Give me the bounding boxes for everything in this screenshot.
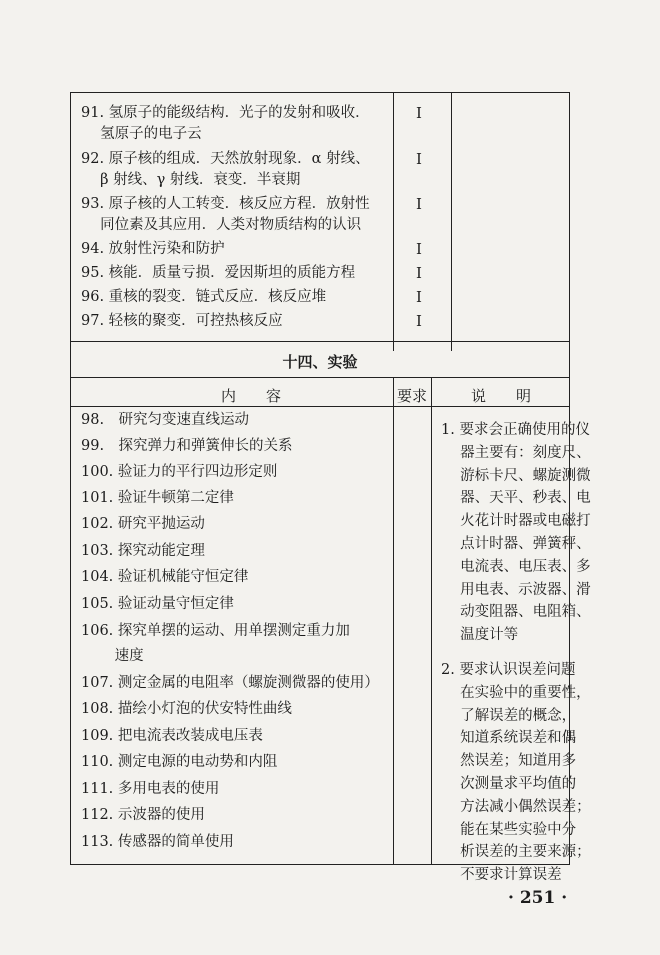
divider [393, 93, 394, 351]
table-row-text: β 射线、γ 射线．衰变．半衰期 [81, 172, 301, 188]
note-line: 能在某些实验中分 [441, 821, 577, 838]
page-number: · 251 · [508, 888, 568, 908]
list-item: 110. 测定电源的电动势和内阻 [81, 754, 278, 770]
divider [71, 341, 569, 342]
requirement-level: Ⅰ [416, 240, 422, 258]
note-line: 次测量求平均值的 [441, 776, 577, 792]
note-line: 火花计时器或电磁打 [441, 513, 591, 530]
requirement-level: Ⅰ [416, 288, 422, 306]
divider [451, 93, 452, 351]
list-item: 108. 描绘小灯泡的伏安特性曲线 [81, 701, 292, 717]
note-line: 用电表、示波器、滑 [441, 581, 591, 598]
list-item: 速度 [81, 648, 144, 664]
note-line: 了解误差的概念， [441, 707, 577, 724]
list-item: 111. 多用电表的使用 [81, 781, 220, 797]
list-item: 112. 示波器的使用 [81, 807, 205, 823]
divider [71, 377, 569, 378]
note-line: 在实验中的重要性， [441, 684, 591, 701]
table-row-text: 97. 轻核的聚变．可控热核反应 [81, 313, 283, 329]
list-item: 101. 验证牛顿第二定律 [81, 490, 234, 506]
requirement-level: Ⅰ [416, 312, 422, 330]
table-row-text: 92. 原子核的组成．天然放射现象．α 射线、 [81, 151, 370, 167]
requirement-level: Ⅰ [416, 104, 422, 122]
list-item: 109. 把电流表改装成电压表 [81, 728, 263, 744]
note-line: 知道系统误差和偶 [441, 730, 577, 747]
note-line: 析误差的主要来源； [441, 844, 591, 861]
table-row-text: 94. 放射性污染和防护 [81, 241, 225, 257]
list-item: 105. 验证动量守恒定律 [81, 596, 234, 612]
list-item: 103. 探究动能定理 [81, 543, 205, 559]
header-content: 内 容 [221, 387, 282, 405]
table-row-text: 95. 核能．质量亏损．爱因斯坦的质能方程 [81, 265, 356, 281]
table-row-text: 同位素及其应用．人类对物质结构的认识 [81, 217, 362, 233]
requirement-level: Ⅰ [416, 264, 422, 282]
list-item: 100. 验证力的平行四边形定则 [81, 464, 278, 480]
table-row-text: 91. 氢原子的能级结构．光子的发射和吸收． [81, 105, 370, 121]
note-line: 不要求计算误差 [441, 867, 562, 884]
note-line: 点计时器、弹簧秤、 [441, 536, 591, 552]
divider [71, 406, 569, 407]
table-row-text: 93. 原子核的人工转变．核反应方程．放射性 [81, 196, 370, 212]
header-requirement: 要求 [397, 387, 428, 405]
requirement-level: Ⅰ [416, 150, 422, 168]
section-title: 十四、实验 [282, 353, 358, 371]
note-line: 动变阻器、电阻箱、 [441, 604, 591, 621]
note-line: 方法减小偶然误差； [441, 798, 591, 815]
divider [393, 377, 394, 864]
list-item: 104. 验证机械能守恒定律 [81, 569, 249, 585]
header-notes: 说 明 [471, 387, 532, 405]
table-row-text: 96. 重核的裂变．链式反应．核反应堆 [81, 289, 327, 305]
list-item: 99. 探究弹力和弹簧伸长的关系 [81, 438, 293, 454]
note-line: 温度计等 [441, 627, 519, 644]
note-line: 1. 要求会正确使用的仪 [441, 422, 590, 438]
divider [431, 377, 432, 864]
requirement-level: Ⅰ [416, 195, 422, 213]
list-item: 106. 探究单摆的运动、用单摆测定重力加 [81, 623, 350, 639]
note-line: 器主要有：刻度尺、 [441, 444, 591, 461]
note-line: 然误差；知道用多 [441, 753, 577, 770]
note-line: 2. 要求认识误差问题 [441, 662, 576, 678]
list-item: 107. 测定金属的电阻率（螺旋测微器的使用） [81, 675, 379, 691]
list-item: 113. 传感器的简单使用 [81, 834, 234, 850]
note-line: 器、天平、秒表、电 [441, 490, 591, 507]
list-item: 98. 研究匀变速直线运动 [81, 412, 250, 428]
syllabus-table [70, 92, 591, 884]
note-line: 电流表、电压表、多 [441, 558, 591, 575]
list-item: 102. 研究平抛运动 [81, 516, 205, 532]
table-row-text: 氢原子的电子云 [81, 126, 202, 142]
note-line: 游标卡尺、螺旋测微 [441, 467, 591, 484]
